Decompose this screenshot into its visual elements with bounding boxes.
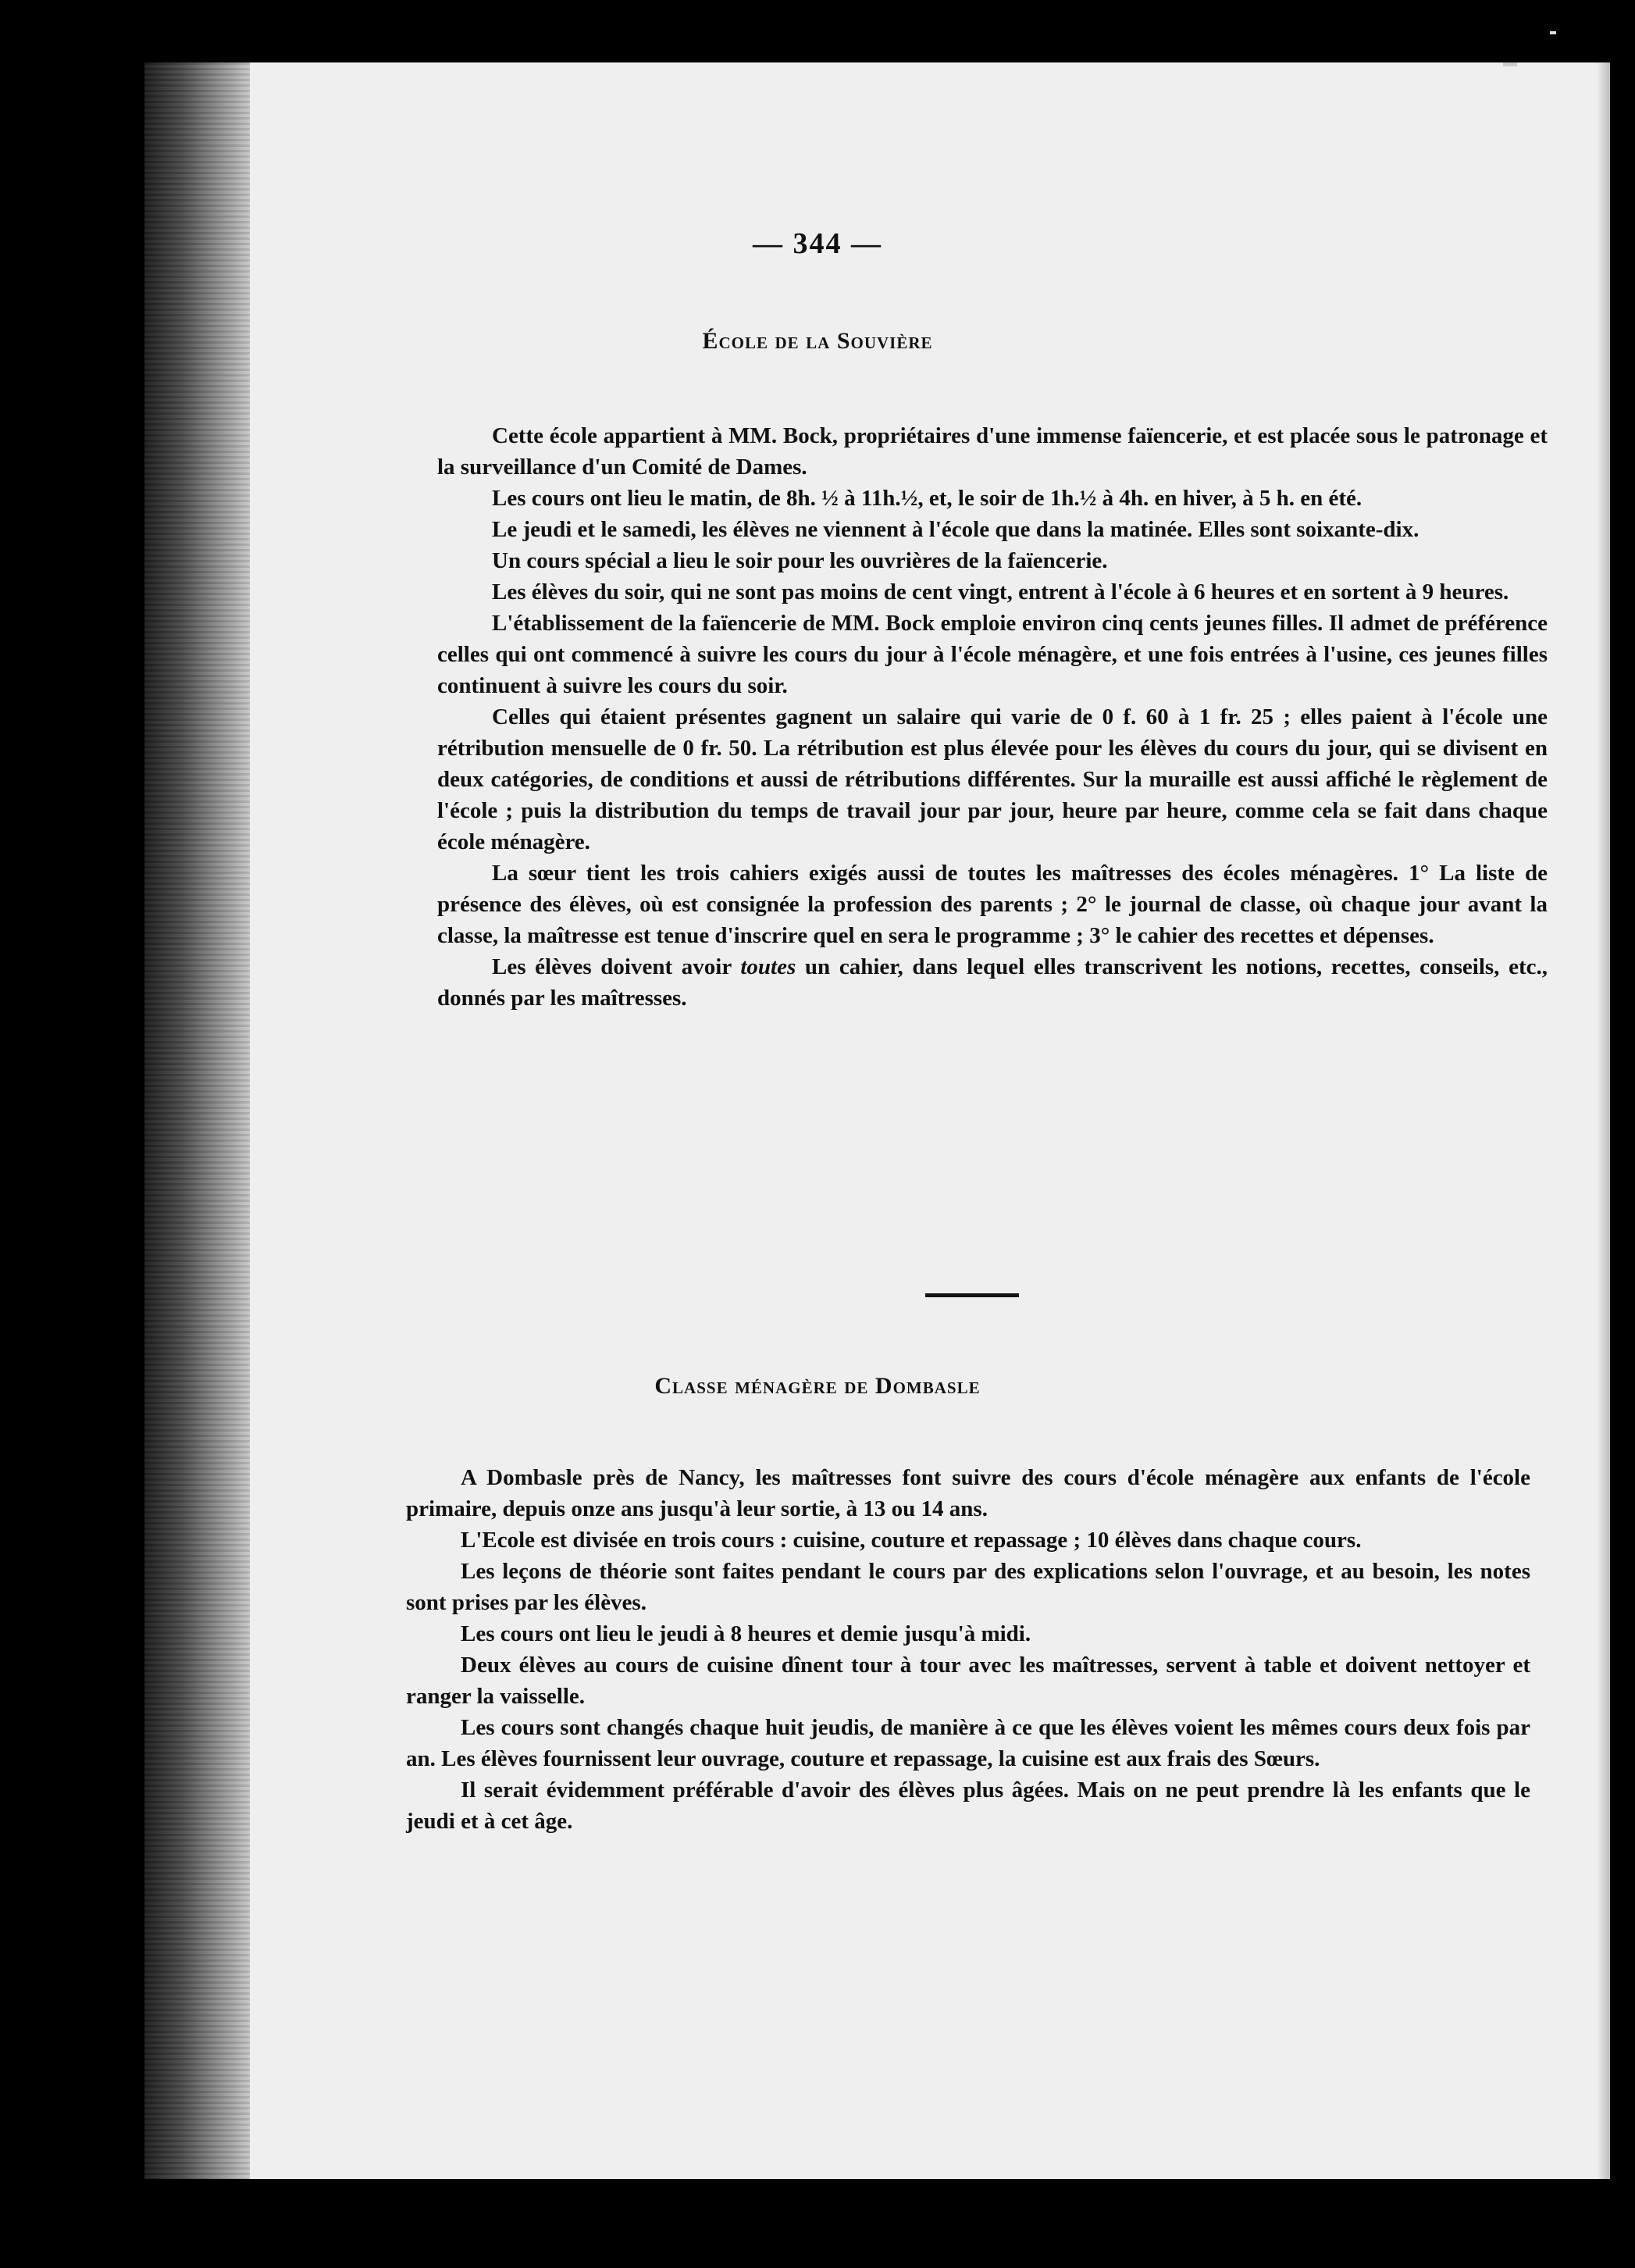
- paragraph: Les cours ont lieu le matin, de 8h. ½ à 11h.½, et, le soir de 1h.½ à 4h. en hiver, à 5 h. en été.: [492, 486, 1362, 511]
- section-body-souviere: [437, 420, 1548, 1014]
- paragraph: L'établissement de la faïencerie de MM. Bock emploie environ cinq cents jeunes filles. Il admet de préférence celles qui ont commencé à suivre les cours du jour à l'école ménagère, et une fois entrées à l'usine, ces jeunes filles continuent à suivre les cours du soir.: [437, 611, 1548, 698]
- paragraph: La sœur tient les trois cahiers exigés aussi de toutes les maîtresses des écoles ménagères. 1° La liste de présence des élèves, où est consignée la profession des parents ; 2° le journal de classe, où chaque jour avant la classe, la maîtresse est tenue d'inscrire quel en sera le programme ; 3° le cahier des recettes et dépenses.: [437, 861, 1548, 948]
- page-edge-shadow: [1597, 62, 1612, 2179]
- paragraph: A Dombasle près de Nancy, les maîtresses font suivre des cours d'école ménagère aux enfants de l'école primaire, depuis onze ans jusqu'à leur sortie, à 13 ou 14 ans.: [406, 1465, 1530, 1521]
- paragraph: Deux élèves au cours de cuisine dînent tour à tour avec les maîtresses, servent à table et doivent nettoyer et ranger la vaisselle.: [406, 1653, 1530, 1709]
- section-divider: [925, 1293, 1019, 1297]
- scan-speck: [1503, 62, 1517, 66]
- paragraph: Un cours spécial a lieu le soir pour les ouvrières de la faïencerie.: [492, 548, 1108, 573]
- paragraph: Cette école appartient à MM. Bock, propriétaires d'une immense faïencerie, et est placée sous le patronage et la surveillance d'un Comité de Dames.: [437, 423, 1548, 480]
- paragraph: Les cours sont changés chaque huit jeudis, de manière à ce que les élèves voient les mêmes cours deux fois par an. Les élèves fournissent leur ouvrage, couture et repassage, la cuisine est aux frais des Sœurs.: [406, 1715, 1530, 1771]
- paragraph: L'Ecole est divisée en trois cours : cuisine, couture et repassage ; 10 élèves dans chaque cours.: [461, 1528, 1362, 1553]
- section-title-souviere: École de la Souvière: [702, 328, 933, 354]
- scanned-page: [250, 62, 1610, 2179]
- section-title-dombasle: Classe ménagère de Dombasle: [654, 1373, 981, 1399]
- paragraph-text: un cahier, dans lequel elles transcrivent les notions, recettes, conseils, etc., donnés par les maîtresses.: [437, 954, 1548, 1011]
- paragraph: Le jeudi et le samedi, les élèves ne viennent à l'école que dans la matinée. Elles sont soixante-dix.: [492, 517, 1419, 542]
- paragraph: Les leçons de théorie sont faites pendant le cours par des explications selon l'ouvrage, et au besoin, les notes sont prises par les élèves.: [406, 1559, 1530, 1615]
- paragraph: Les élèves du soir, qui ne sont pas moins de cent vingt, entrent à l'école à 6 heures et en sortent à 9 heures.: [492, 579, 1509, 604]
- paragraph-with-emphasis: [437, 951, 1548, 1014]
- paragraph-text: Les élèves doivent avoir: [492, 954, 741, 979]
- paragraph: Les cours ont lieu le jeudi à 8 heures et demie jusqu'à midi.: [461, 1621, 1031, 1646]
- book-binding-edge: [144, 62, 250, 2179]
- paragraph: Il serait évidemment préférable d'avoir des élèves plus âgées. Mais on ne peut prendre là les enfants que le jeudi et à cet âge.: [406, 1778, 1530, 1834]
- emphasized-word: toutes: [740, 954, 796, 979]
- page-number: — 344 —: [753, 227, 882, 260]
- scan-speck: [1550, 31, 1556, 34]
- section-body-dombasle: [406, 1462, 1530, 1837]
- paragraph: Celles qui étaient présentes gagnent un salaire qui varie de 0 f. 60 à 1 fr. 25 ; elles paient à l'école une rétribution mensuelle de 0 fr. 50. La rétribution est plus élevée pour les élèves du cours du jour, qui se divisent en deux catégories, de conditions et aussi de rétributions différentes. Sur la muraille est aussi affiché le règlement de l'école ; puis la distribution du temps de travail jour par jour, heure par heure, comme cela se fait dans chaque école ménagère.: [437, 704, 1548, 854]
